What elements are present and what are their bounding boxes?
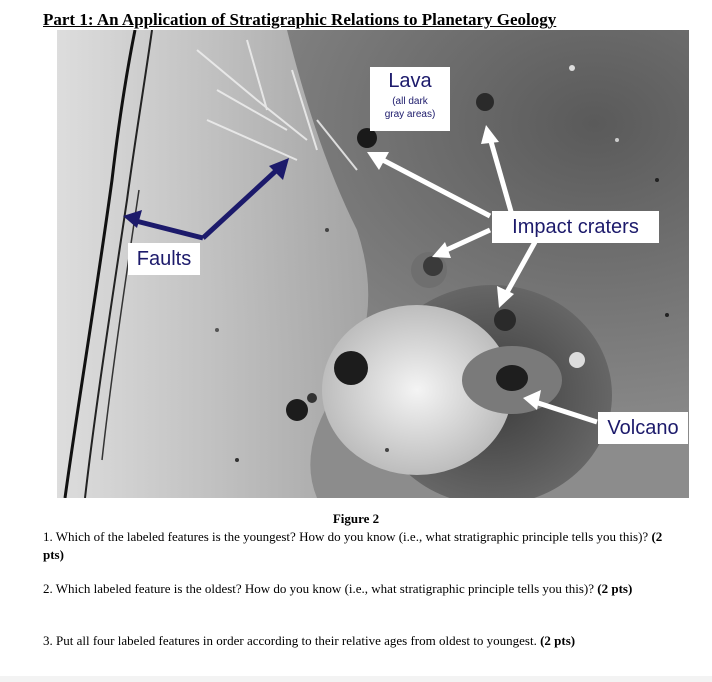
question-3 xyxy=(43,632,663,650)
lava-label-text: Lava xyxy=(388,70,432,92)
question-1-points: (2 pts) xyxy=(43,529,663,562)
lava-label xyxy=(370,67,450,131)
volcano-label: Volcano xyxy=(598,412,688,444)
question-3-text: 3. Put all four labeled features in order according to their relative ages from oldest to youngest. xyxy=(43,633,541,648)
faults-label: Faults xyxy=(128,243,200,275)
question-1 xyxy=(43,528,663,564)
page-bottom-edge xyxy=(0,676,712,682)
question-2-points: (2 pts) xyxy=(597,581,633,596)
question-2 xyxy=(43,580,663,598)
question-1-text: 1. Which of the labeled features is the youngest? How do you know (i.e., what stratigraphic principle tells you this)? xyxy=(43,529,652,544)
lava-note: (all dark gray areas) xyxy=(384,96,436,120)
question-3-points: (2 pts) xyxy=(540,633,576,648)
page-title: Part 1: An Application of Stratigraphic Relations to Planetary Geology xyxy=(43,10,557,29)
question-2-text: 2. Which labeled feature is the oldest? How do you know (i.e., what stratigraphic principle tells you this)? xyxy=(43,581,598,596)
impact-craters-label: Impact craters xyxy=(492,211,659,243)
figure-caption: Figure 2 xyxy=(332,511,380,526)
